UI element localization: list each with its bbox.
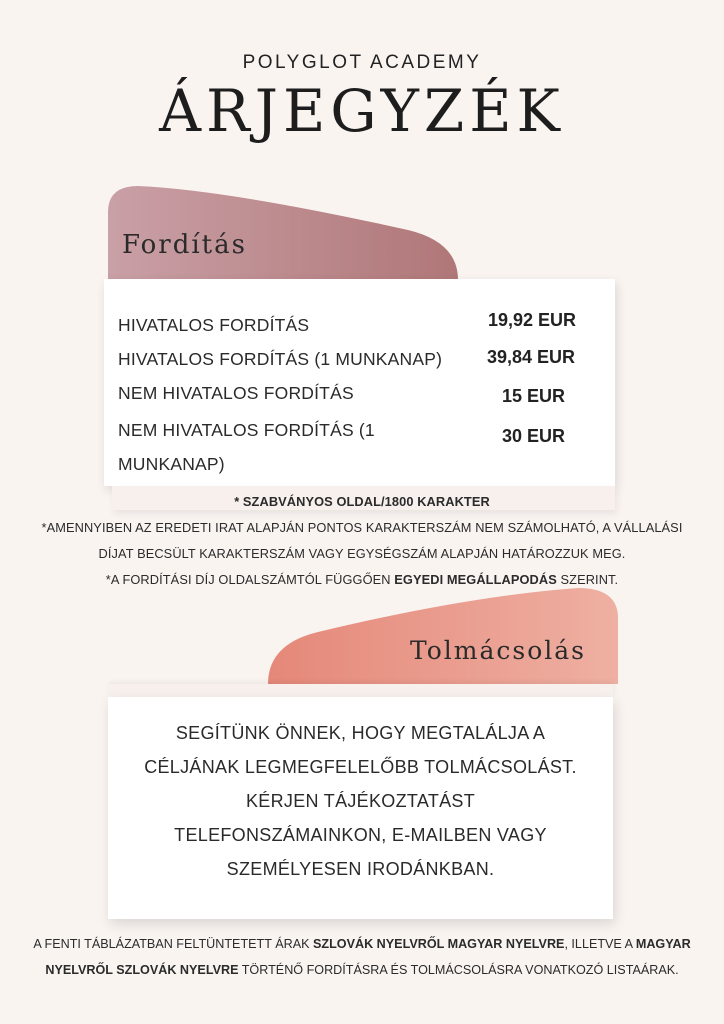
price-row-label: NEM HIVATALOS FORDÍTÁS [118,383,354,403]
interpreting-card-header [108,684,613,698]
note-estimate-line-1: *AMENNYIBEN AZ EREDETI IRAT ALAPJÁN PONTOS KARAKTERSZÁM NEM SZÁMOLHATÓ, A VÁLLALÁSI [41,520,683,535]
note-custom-bold: EGYEDI MEGÁLLAPODÁS [394,572,557,587]
footer-text: TÖRTÉNŐ FORDÍTÁSRA ÉS TOLMÁCSOLÁSRA VONATKOZÓ LISTAÁRAK. [238,963,679,977]
price-row-value: 15 EUR [502,386,566,406]
price-row-value: 39,84 EUR [487,347,576,367]
translation-heading: Fordítás [122,230,247,260]
note-custom-suffix: SZERINT. [556,572,619,587]
interpreting-line: SZEMÉLYESEN IRODÁNKBAN. [226,859,495,879]
note-standard-page [0,494,724,509]
page-title: ÁRJEGYZÉK [159,77,565,145]
note-standard-page-text: * SZABVÁNYOS OLDAL/1800 KARAKTER [234,494,490,509]
note-custom-agreement [0,572,724,587]
price-row-value: 30 EUR [502,426,566,446]
interpreting-line: CÉLJÁNAK LEGMEGFELELŐBB TOLMÁCSOLÁST. [144,757,577,777]
footer-disclaimer [0,931,724,983]
price-row-label: NEM HIVATALOS FORDÍTÁS (1 [118,420,375,440]
interpreting-line: SEGÍTÜNK ÖNNEK, HOGY MEGTALÁLJA A [175,723,546,743]
price-row-label: HIVATALOS FORDÍTÁS (1 MUNKANAP) [118,349,443,369]
note-estimate-line-2: DÍJAT BECSÜLT KARAKTERSZÁM VAGY EGYSÉGSZÁM ALAPJÁN HATÁROZZUK MEG. [98,546,626,561]
price-row-label-continued: MUNKANAP) [118,454,225,474]
interpreting-line: KÉRJEN TÁJÉKOZTATÁST [245,791,476,811]
footer-text: A FENTI TÁBLÁZATBAN FELTÜNTETETT ÁRAK [33,937,313,951]
interpreting-line: TELEFONSZÁMAINKON, E-MAILBEN VAGY [174,825,547,845]
footer-bold: NYELVRŐL SZLOVÁK NYELVRE [45,963,239,977]
note-custom-prefix: *A FORDÍTÁSI DÍJ OLDALSZÁMTÓL FÜGGŐEN [105,572,395,587]
price-row-label: HIVATALOS FORDÍTÁS [118,315,310,335]
footer-bold: MAGYAR [635,937,691,951]
interpreting-text [120,716,601,886]
footer-bold: SZLOVÁK NYELVRŐL MAGYAR NYELVRE [313,937,565,951]
price-row-value: 19,92 EUR [488,310,577,330]
interpreting-heading: Tolmácsolás [410,636,587,665]
brand-name: POLYGLOT ACADEMY [242,52,482,73]
footer-text: , ILLETVE A [564,937,636,951]
